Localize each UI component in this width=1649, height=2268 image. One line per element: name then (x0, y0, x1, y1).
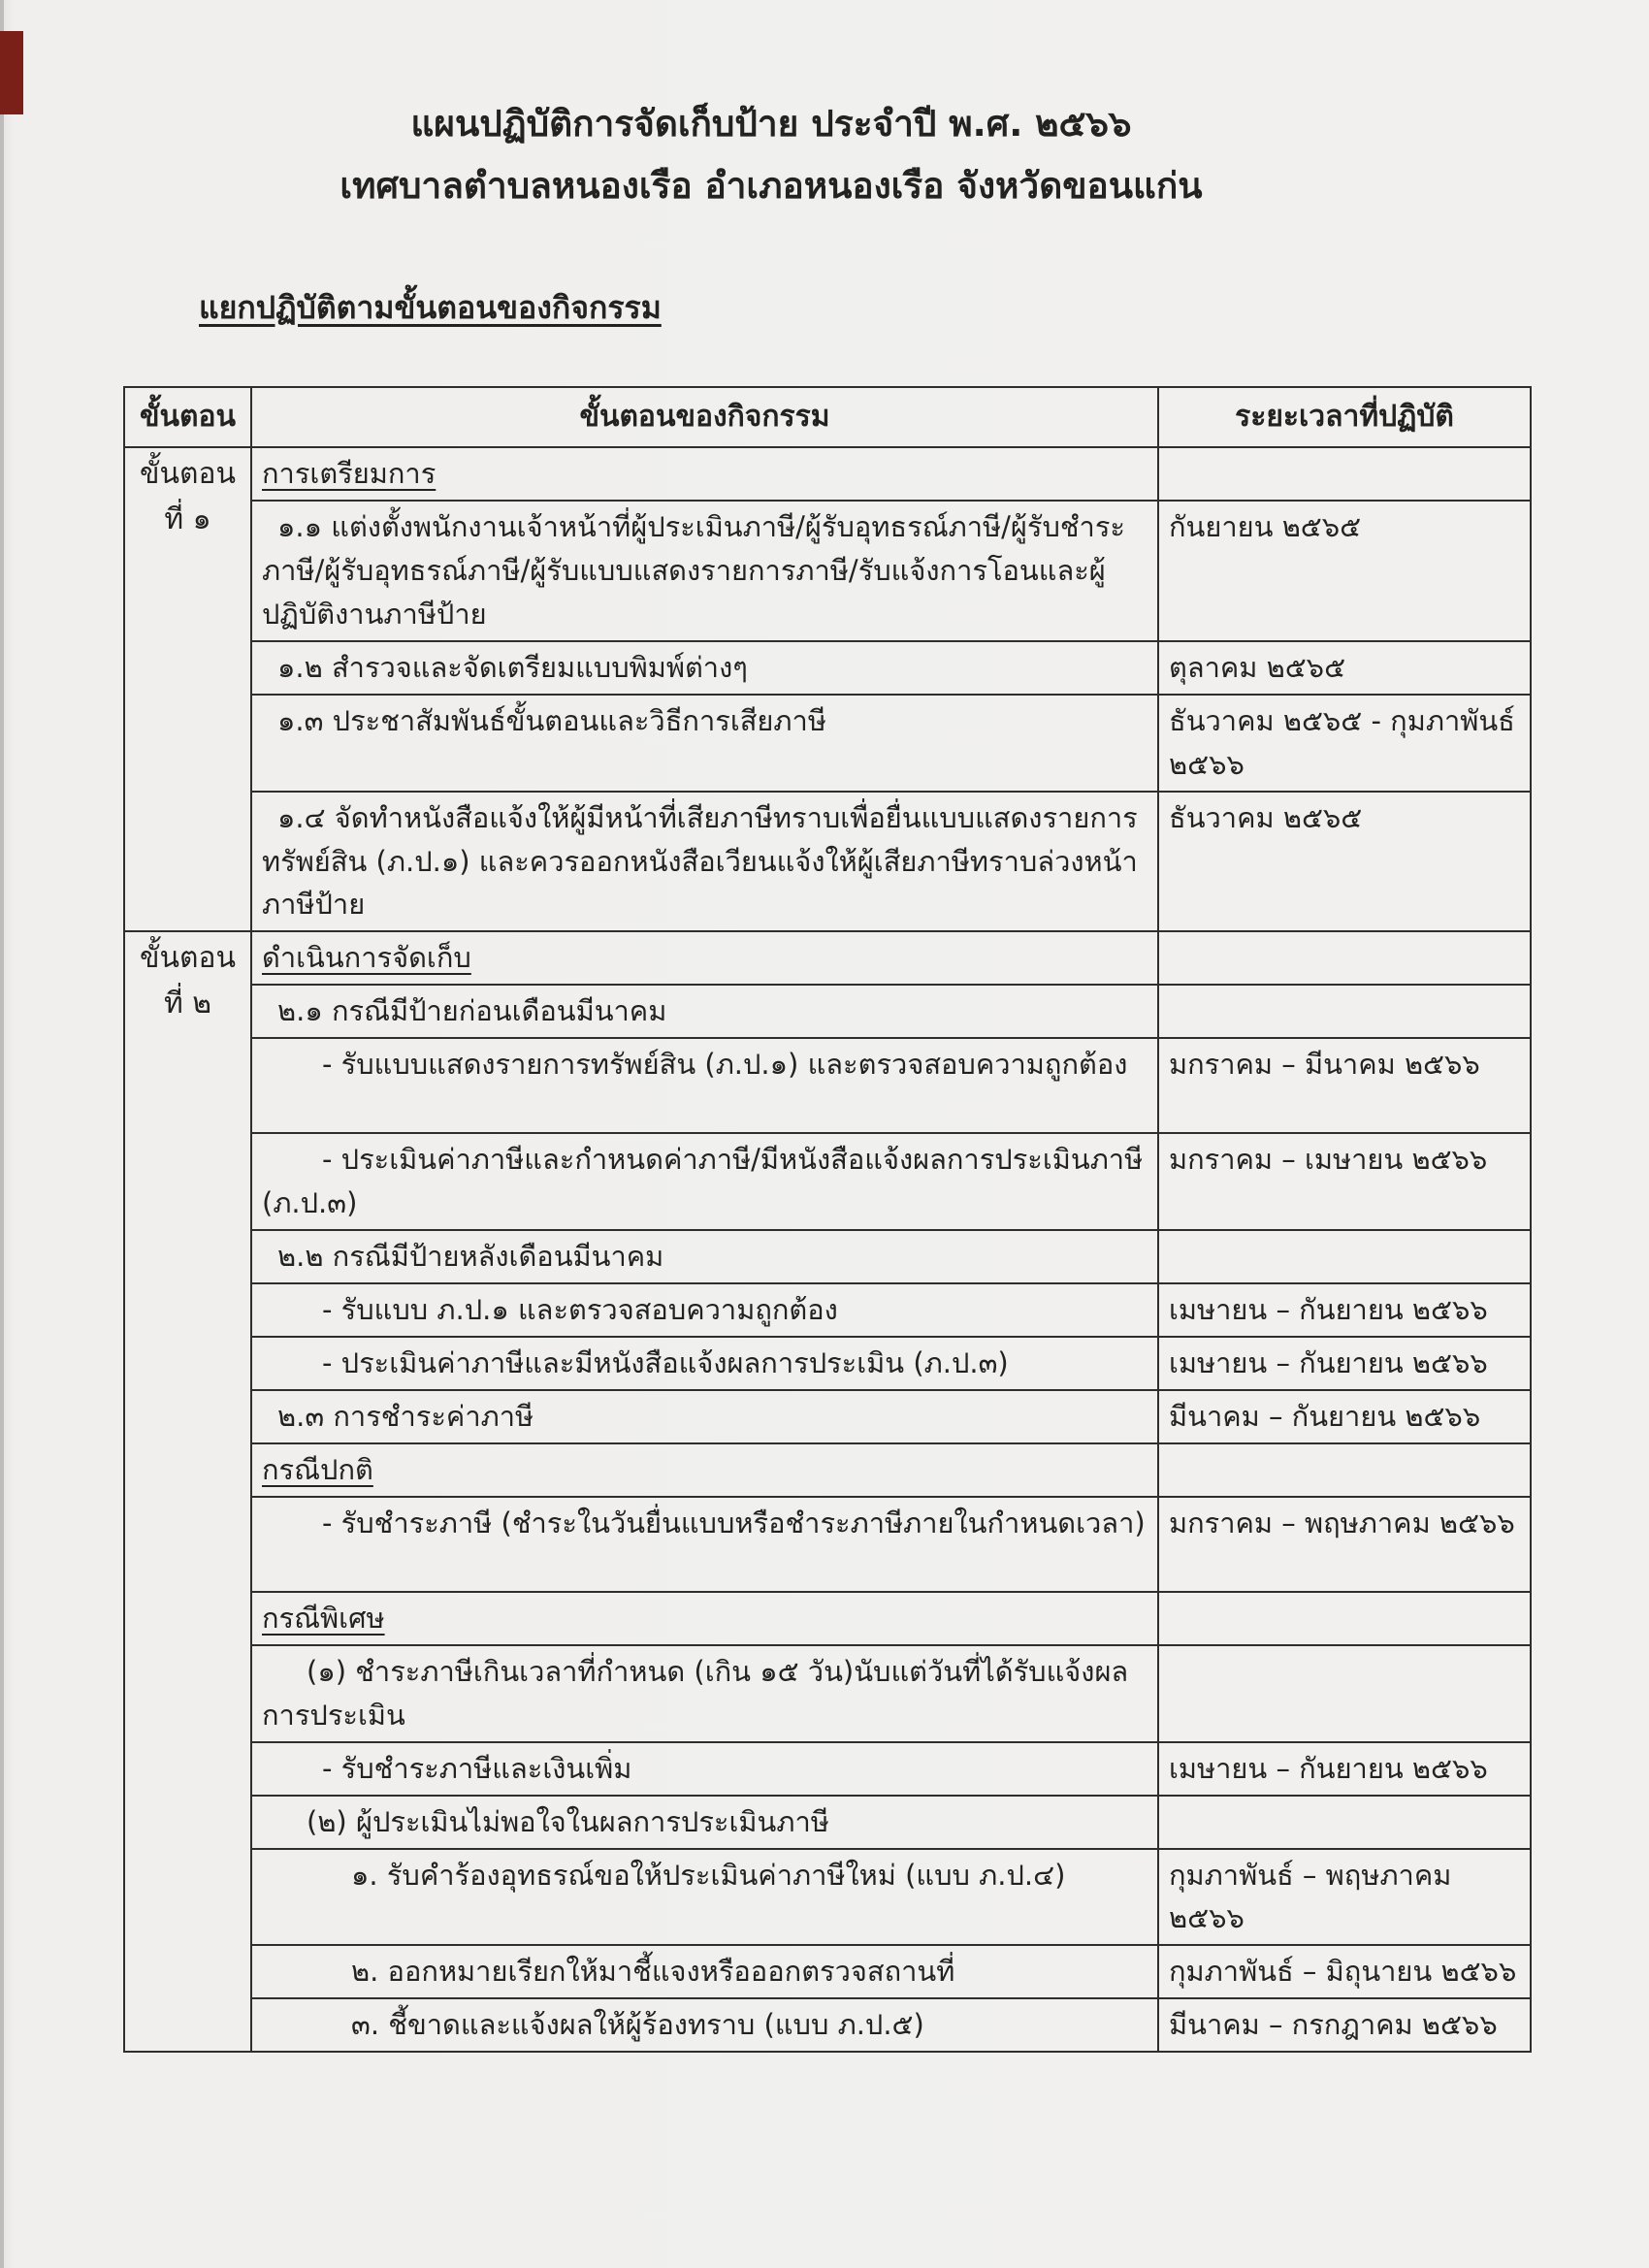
header-activity: ขั้นตอนของกิจกรรม (251, 387, 1158, 447)
activity-cell: ๑.๑ แต่งตั้งพนักงานเจ้าหน้าที่ผู้ประเมินภาษี/ผู้รับอุทธรณ์ภาษี/ผู้รับชำระภาษี/ผู้รับอุทธรณ์ภาษี/ผู้รับแบบแสดงรายการภาษี/รับแจ้งการโอนและผู้ปฏิบัติงานภาษีป้าย (251, 501, 1158, 641)
activity-cell: ๒. ออกหมายเรียกให้มาชี้แจงหรือออกตรวจสถานที่ (251, 1945, 1158, 1998)
table-header-row (124, 387, 1531, 447)
period-cell: กุมภาพันธ์ – พฤษภาคม ๒๕๖๖ (1158, 1849, 1531, 1946)
period-cell (1158, 931, 1531, 985)
table-row (124, 1337, 1531, 1390)
activity-cell: ๒.๓ การชำระค่าภาษี (251, 1390, 1158, 1443)
table-row (124, 447, 1531, 501)
table-row (124, 985, 1531, 1038)
activity-cell: ๓. ชี้ขาดและแจ้งผลให้ผู้ร้องทราบ (แบบ ภ.ป.๕) (251, 1998, 1158, 2052)
scan-edge-artifact (0, 0, 4, 2268)
period-cell (1158, 1230, 1531, 1283)
activity-cell: การเตรียมการ (251, 447, 1158, 501)
table-row (124, 1390, 1531, 1443)
table-row (124, 931, 1531, 985)
table-row (124, 1849, 1531, 1946)
activity-cell: - รับชำระภาษีและเงินเพิ่ม (251, 1742, 1158, 1796)
document-title: แผนปฏิบัติการจัดเก็บป้าย ประจำปี พ.ศ. ๒๕๖๖ (410, 103, 1132, 145)
period-cell: เมษายน – กันยายน ๒๕๖๖ (1158, 1742, 1531, 1796)
activity-cell: กรณีพิเศษ (251, 1592, 1158, 1645)
table-row (124, 792, 1531, 932)
table-row (124, 1443, 1531, 1497)
period-cell: มกราคม – มีนาคม ๒๕๖๖ (1158, 1038, 1531, 1133)
activity-cell: - รับชำระภาษี (ชำระในวันยื่นแบบหรือชำระภาษีภายในกำหนดเวลา) (251, 1497, 1158, 1592)
step-group-1-label: ขั้นตอนที่ ๑ (124, 447, 251, 931)
table-row (124, 501, 1531, 641)
activity-plan-table (123, 386, 1532, 2053)
table-row (124, 1592, 1531, 1645)
step-group-2-label: ขั้นตอนที่ ๒ (124, 931, 251, 2052)
header-step: ขั้นตอน (124, 387, 251, 447)
table-row (124, 1742, 1531, 1796)
table-row (124, 1645, 1531, 1742)
activity-cell: ดำเนินการจัดเก็บ (251, 931, 1158, 985)
period-cell (1158, 447, 1531, 501)
period-cell: มีนาคม – กันยายน ๒๕๖๖ (1158, 1390, 1531, 1443)
activity-cell: ๑.๓ ประชาสัมพันธ์ขั้นตอนและวิธีการเสียภาษี (251, 695, 1158, 792)
period-cell (1158, 1796, 1531, 1849)
document-header (0, 93, 1542, 217)
table-row (124, 1230, 1531, 1283)
activity-cell: ๒.๒ กรณีมีป้ายหลังเดือนมีนาคม (251, 1230, 1158, 1283)
period-cell: มีนาคม – กรกฎาคม ๒๕๖๖ (1158, 1998, 1531, 2052)
period-cell: ตุลาคม ๒๕๖๕ (1158, 641, 1531, 695)
period-cell: เมษายน – กันยายน ๒๕๖๖ (1158, 1283, 1531, 1337)
table-row (124, 1945, 1531, 1998)
activity-cell: - ประเมินค่าภาษีและกำหนดค่าภาษี/มีหนังสือแจ้งผลการประเมินภาษี (ภ.ป.๓) (251, 1133, 1158, 1230)
period-cell: กุมภาพันธ์ – มิถุนายน ๒๕๖๖ (1158, 1945, 1531, 1998)
period-cell (1158, 1443, 1531, 1497)
activity-cell: ๑.๔ จัดทำหนังสือแจ้งให้ผู้มีหน้าที่เสียภาษีทราบเพื่อยื่นแบบแสดงรายการทรัพย์สิน (ภ.ป.๑) และควรออกหนังสือเวียนแจ้งให้ผู้เสียภาษีทราบล่วงหน้าภาษีป้าย (251, 792, 1158, 932)
activity-cell: - รับแบบแสดงรายการทรัพย์สิน (ภ.ป.๑) และตรวจสอบความถูกต้อง (251, 1038, 1158, 1133)
period-cell: กันยายน ๒๕๖๕ (1158, 501, 1531, 641)
period-cell (1158, 985, 1531, 1038)
table-row (124, 1497, 1531, 1592)
period-cell: ธันวาคม ๒๕๖๕ - กุมภาพันธ์ ๒๕๖๖ (1158, 695, 1531, 792)
header-period: ระยะเวลาที่ปฏิบัติ (1158, 387, 1531, 447)
period-cell: มกราคม – เมษายน ๒๕๖๖ (1158, 1133, 1531, 1230)
table-row (124, 1133, 1531, 1230)
table-row (124, 641, 1531, 695)
activity-cell: ๒.๑ กรณีมีป้ายก่อนเดือนมีนาคม (251, 985, 1158, 1038)
table-row (124, 1038, 1531, 1133)
activity-cell: - ประเมินค่าภาษีและมีหนังสือแจ้งผลการประเมิน (ภ.ป.๓) (251, 1337, 1158, 1390)
table-row (124, 1283, 1531, 1337)
table-row (124, 1796, 1531, 1849)
period-cell (1158, 1645, 1531, 1742)
period-cell: ธันวาคม ๒๕๖๕ (1158, 792, 1531, 932)
period-cell: มกราคม – พฤษภาคม ๒๕๖๖ (1158, 1497, 1531, 1592)
activity-cell: ๑. รับคำร้องอุทธรณ์ขอให้ประเมินค่าภาษีใหม่ (แบบ ภ.ป.๔) (251, 1849, 1158, 1946)
table-row (124, 695, 1531, 792)
document-subtitle: เทศบาลตำบลหนองเรือ อำเภอหนองเรือ จังหวัดขอนแก่น (340, 165, 1203, 207)
activity-cell: - รับแบบ ภ.ป.๑ และตรวจสอบความถูกต้อง (251, 1283, 1158, 1337)
activity-cell: (๑) ชำระภาษีเกินเวลาที่กำหนด (เกิน ๑๕ วัน)นับแต่วันที่ได้รับแจ้งผลการประเมิน (251, 1645, 1158, 1742)
activity-cell: (๒) ผู้ประเมินไม่พอใจในผลการประเมินภาษี (251, 1796, 1158, 1849)
activity-cell: กรณีปกติ (251, 1443, 1158, 1497)
table-row (124, 1998, 1531, 2052)
activity-cell: ๑.๒ สำรวจและจัดเตรียมแบบพิมพ์ต่างๆ (251, 641, 1158, 695)
period-cell (1158, 1592, 1531, 1645)
period-cell: เมษายน – กันยายน ๒๕๖๖ (1158, 1337, 1531, 1390)
section-heading: แยกปฏิบัติตามขั้นตอนของกิจกรรม (199, 289, 662, 326)
